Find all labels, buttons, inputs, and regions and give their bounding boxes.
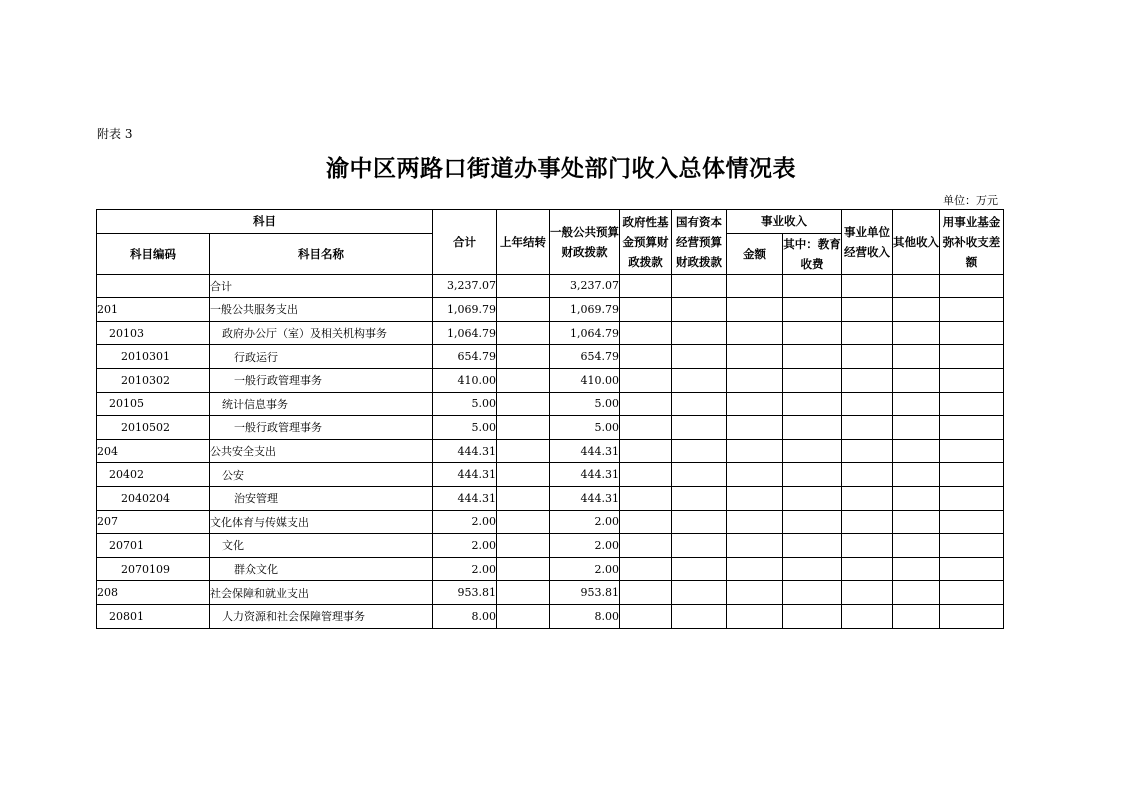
- cell-code: 20103: [97, 321, 210, 345]
- cell-business-unit-income: [842, 510, 893, 534]
- cell-total: 444.31: [433, 463, 497, 487]
- cell-total: 2.00: [433, 534, 497, 558]
- cell-other-income: [893, 439, 940, 463]
- cell-code: 20402: [97, 463, 210, 487]
- cell-carryover: [497, 321, 550, 345]
- cell-gov-fund: [620, 416, 672, 440]
- cell-business-unit-income: [842, 439, 893, 463]
- cell-code: 204: [97, 439, 210, 463]
- cell-name: 公共安全支出: [210, 439, 433, 463]
- cell-other-income: [893, 463, 940, 487]
- cell-state-capital: [672, 486, 727, 510]
- cell-carryover: [497, 416, 550, 440]
- cell-gov-fund: [620, 510, 672, 534]
- cell-code: 2040204: [97, 486, 210, 510]
- cell-fund-balance: [940, 345, 1004, 369]
- cell-code: 201: [97, 298, 210, 322]
- cell-total: 3,237.07: [433, 274, 497, 298]
- cell-total: 1,069.79: [433, 298, 497, 322]
- cell-carryover: [497, 510, 550, 534]
- cell-general-budget: 953.81: [550, 581, 620, 605]
- cell-fund-balance: [940, 321, 1004, 345]
- header-code: 科目编码: [97, 233, 210, 274]
- cell-other-income: [893, 581, 940, 605]
- cell-gov-fund: [620, 368, 672, 392]
- cell-general-budget: 654.79: [550, 345, 620, 369]
- header-fund-balance: 用事业基金弥补收支差额: [940, 210, 1004, 275]
- cell-fund-balance: [940, 298, 1004, 322]
- table-row: [97, 321, 1004, 345]
- page-title: 渝中区两路口街道办事处部门收入总体情况表: [326, 156, 796, 182]
- cell-carryover: [497, 604, 550, 628]
- cell-state-capital: [672, 392, 727, 416]
- cell-business-amount: [727, 368, 783, 392]
- cell-fund-balance: [940, 534, 1004, 558]
- cell-state-capital: [672, 439, 727, 463]
- cell-carryover: [497, 439, 550, 463]
- cell-carryover: [497, 557, 550, 581]
- table-row: [97, 439, 1004, 463]
- cell-gov-fund: [620, 345, 672, 369]
- cell-name: 社会保障和就业支出: [210, 581, 433, 605]
- cell-name: 一般公共服务支出: [210, 298, 433, 322]
- cell-general-budget: 5.00: [550, 392, 620, 416]
- cell-business-amount: [727, 298, 783, 322]
- unit-label: 单位：万元: [943, 194, 998, 207]
- cell-edu-fee: [783, 298, 842, 322]
- cell-total: 410.00: [433, 368, 497, 392]
- cell-gov-fund: [620, 439, 672, 463]
- cell-name: 行政运行: [210, 345, 433, 369]
- cell-edu-fee: [783, 534, 842, 558]
- cell-business-amount: [727, 534, 783, 558]
- header-amount: 金额: [727, 233, 783, 274]
- cell-carryover: [497, 274, 550, 298]
- cell-total: 8.00: [433, 604, 497, 628]
- cell-state-capital: [672, 416, 727, 440]
- cell-total: 2.00: [433, 557, 497, 581]
- cell-business-unit-income: [842, 581, 893, 605]
- cell-general-budget: 5.00: [550, 416, 620, 440]
- cell-other-income: [893, 392, 940, 416]
- cell-gov-fund: [620, 534, 672, 558]
- cell-other-income: [893, 321, 940, 345]
- cell-state-capital: [672, 345, 727, 369]
- table-row: [97, 534, 1004, 558]
- cell-other-income: [893, 534, 940, 558]
- table-body: [97, 274, 1004, 628]
- cell-code: 2010301: [97, 345, 210, 369]
- cell-fund-balance: [940, 274, 1004, 298]
- cell-fund-balance: [940, 392, 1004, 416]
- cell-state-capital: [672, 510, 727, 534]
- cell-general-budget: 8.00: [550, 604, 620, 628]
- cell-general-budget: 2.00: [550, 510, 620, 534]
- cell-business-amount: [727, 486, 783, 510]
- cell-gov-fund: [620, 486, 672, 510]
- cell-name: 一般行政管理事务: [210, 368, 433, 392]
- cell-business-amount: [727, 510, 783, 534]
- cell-business-amount: [727, 392, 783, 416]
- cell-business-unit-income: [842, 274, 893, 298]
- header-other-income: 其他收入: [893, 210, 940, 275]
- table-row: [97, 510, 1004, 534]
- header-total: 合计: [433, 210, 497, 275]
- cell-gov-fund: [620, 321, 672, 345]
- cell-code: 20801: [97, 604, 210, 628]
- cell-total: 1,064.79: [433, 321, 497, 345]
- cell-state-capital: [672, 581, 727, 605]
- cell-business-amount: [727, 416, 783, 440]
- cell-general-budget: 1,069.79: [550, 298, 620, 322]
- cell-general-budget: 2.00: [550, 557, 620, 581]
- header-state-capital: 国有资本经营预算财政拨款: [672, 210, 727, 275]
- cell-edu-fee: [783, 439, 842, 463]
- cell-gov-fund: [620, 392, 672, 416]
- cell-other-income: [893, 510, 940, 534]
- cell-carryover: [497, 298, 550, 322]
- cell-business-amount: [727, 345, 783, 369]
- cell-business-unit-income: [842, 486, 893, 510]
- cell-business-amount: [727, 321, 783, 345]
- cell-business-unit-income: [842, 416, 893, 440]
- cell-other-income: [893, 416, 940, 440]
- header-name: 科目名称: [210, 233, 433, 274]
- cell-general-budget: 410.00: [550, 368, 620, 392]
- cell-general-budget: 2.00: [550, 534, 620, 558]
- table-row: [97, 392, 1004, 416]
- cell-carryover: [497, 463, 550, 487]
- cell-business-unit-income: [842, 604, 893, 628]
- cell-total: 444.31: [433, 486, 497, 510]
- cell-name: 群众文化: [210, 557, 433, 581]
- cell-business-unit-income: [842, 534, 893, 558]
- cell-gov-fund: [620, 581, 672, 605]
- cell-carryover: [497, 534, 550, 558]
- cell-business-amount: [727, 439, 783, 463]
- cell-total: 654.79: [433, 345, 497, 369]
- appendix-label: 附表 3: [97, 127, 133, 141]
- table-row: [97, 581, 1004, 605]
- cell-code: 207: [97, 510, 210, 534]
- cell-name: 人力资源和社会保障管理事务: [210, 604, 433, 628]
- cell-other-income: [893, 604, 940, 628]
- cell-edu-fee: [783, 368, 842, 392]
- cell-carryover: [497, 368, 550, 392]
- cell-name: 统计信息事务: [210, 392, 433, 416]
- cell-carryover: [497, 345, 550, 369]
- cell-edu-fee: [783, 604, 842, 628]
- cell-code: [97, 274, 210, 298]
- cell-other-income: [893, 368, 940, 392]
- cell-fund-balance: [940, 416, 1004, 440]
- cell-business-amount: [727, 463, 783, 487]
- cell-state-capital: [672, 298, 727, 322]
- cell-business-amount: [727, 604, 783, 628]
- cell-business-unit-income: [842, 557, 893, 581]
- cell-business-amount: [727, 274, 783, 298]
- cell-business-unit-income: [842, 321, 893, 345]
- cell-other-income: [893, 345, 940, 369]
- cell-other-income: [893, 274, 940, 298]
- cell-fund-balance: [940, 368, 1004, 392]
- cell-business-unit-income: [842, 368, 893, 392]
- cell-state-capital: [672, 463, 727, 487]
- cell-fund-balance: [940, 486, 1004, 510]
- cell-business-amount: [727, 581, 783, 605]
- cell-fund-balance: [940, 557, 1004, 581]
- header-carryover: 上年结转: [497, 210, 550, 275]
- cell-edu-fee: [783, 581, 842, 605]
- cell-code: 2010302: [97, 368, 210, 392]
- header-gov-fund: 政府性基金预算财政拨款: [620, 210, 672, 275]
- cell-name: 政府办公厅（室）及相关机构事务: [210, 321, 433, 345]
- cell-general-budget: 444.31: [550, 463, 620, 487]
- cell-code: 2070109: [97, 557, 210, 581]
- table-row: [97, 274, 1004, 298]
- cell-fund-balance: [940, 463, 1004, 487]
- cell-gov-fund: [620, 298, 672, 322]
- cell-gov-fund: [620, 604, 672, 628]
- cell-general-budget: 444.31: [550, 486, 620, 510]
- cell-edu-fee: [783, 463, 842, 487]
- cell-code: 208: [97, 581, 210, 605]
- cell-other-income: [893, 557, 940, 581]
- cell-name: 合计: [210, 274, 433, 298]
- cell-business-unit-income: [842, 345, 893, 369]
- cell-state-capital: [672, 534, 727, 558]
- cell-carryover: [497, 486, 550, 510]
- cell-general-budget: 444.31: [550, 439, 620, 463]
- table-row: [97, 604, 1004, 628]
- cell-carryover: [497, 392, 550, 416]
- cell-edu-fee: [783, 274, 842, 298]
- income-table: [96, 209, 1004, 629]
- cell-total: 5.00: [433, 416, 497, 440]
- header-row-1: [97, 210, 1004, 234]
- table-row: [97, 345, 1004, 369]
- cell-name: 治安管理: [210, 486, 433, 510]
- cell-name: 公安: [210, 463, 433, 487]
- cell-code: 20701: [97, 534, 210, 558]
- cell-carryover: [497, 581, 550, 605]
- header-business-income: 事业收入: [727, 210, 842, 234]
- cell-gov-fund: [620, 557, 672, 581]
- table-row: [97, 463, 1004, 487]
- cell-name: 文化: [210, 534, 433, 558]
- cell-code: 2010502: [97, 416, 210, 440]
- cell-business-unit-income: [842, 463, 893, 487]
- cell-general-budget: 1,064.79: [550, 321, 620, 345]
- table-header: [97, 210, 1004, 275]
- cell-total: 2.00: [433, 510, 497, 534]
- header-business-unit-income: 事业单位经营收入: [842, 210, 893, 275]
- cell-total: 5.00: [433, 392, 497, 416]
- cell-state-capital: [672, 321, 727, 345]
- table-row: [97, 557, 1004, 581]
- cell-state-capital: [672, 274, 727, 298]
- cell-fund-balance: [940, 604, 1004, 628]
- cell-edu-fee: [783, 392, 842, 416]
- cell-gov-fund: [620, 463, 672, 487]
- cell-code: 20105: [97, 392, 210, 416]
- cell-total: 953.81: [433, 581, 497, 605]
- table-row: [97, 416, 1004, 440]
- cell-state-capital: [672, 604, 727, 628]
- cell-edu-fee: [783, 486, 842, 510]
- header-edu-fee: 其中：教育收费: [783, 233, 842, 274]
- cell-name: 一般行政管理事务: [210, 416, 433, 440]
- header-subject: 科目: [97, 210, 433, 234]
- cell-total: 444.31: [433, 439, 497, 463]
- cell-other-income: [893, 298, 940, 322]
- cell-edu-fee: [783, 345, 842, 369]
- cell-edu-fee: [783, 321, 842, 345]
- cell-fund-balance: [940, 439, 1004, 463]
- cell-business-unit-income: [842, 298, 893, 322]
- table-row: [97, 486, 1004, 510]
- cell-fund-balance: [940, 510, 1004, 534]
- header-general-budget: 一般公共预算财政拨款: [550, 210, 620, 275]
- cell-gov-fund: [620, 274, 672, 298]
- cell-name: 文化体育与传媒支出: [210, 510, 433, 534]
- cell-fund-balance: [940, 581, 1004, 605]
- cell-other-income: [893, 486, 940, 510]
- table-row: [97, 298, 1004, 322]
- cell-edu-fee: [783, 416, 842, 440]
- cell-edu-fee: [783, 510, 842, 534]
- cell-business-amount: [727, 557, 783, 581]
- cell-business-unit-income: [842, 392, 893, 416]
- cell-general-budget: 3,237.07: [550, 274, 620, 298]
- cell-state-capital: [672, 368, 727, 392]
- cell-state-capital: [672, 557, 727, 581]
- table-row: [97, 368, 1004, 392]
- cell-edu-fee: [783, 557, 842, 581]
